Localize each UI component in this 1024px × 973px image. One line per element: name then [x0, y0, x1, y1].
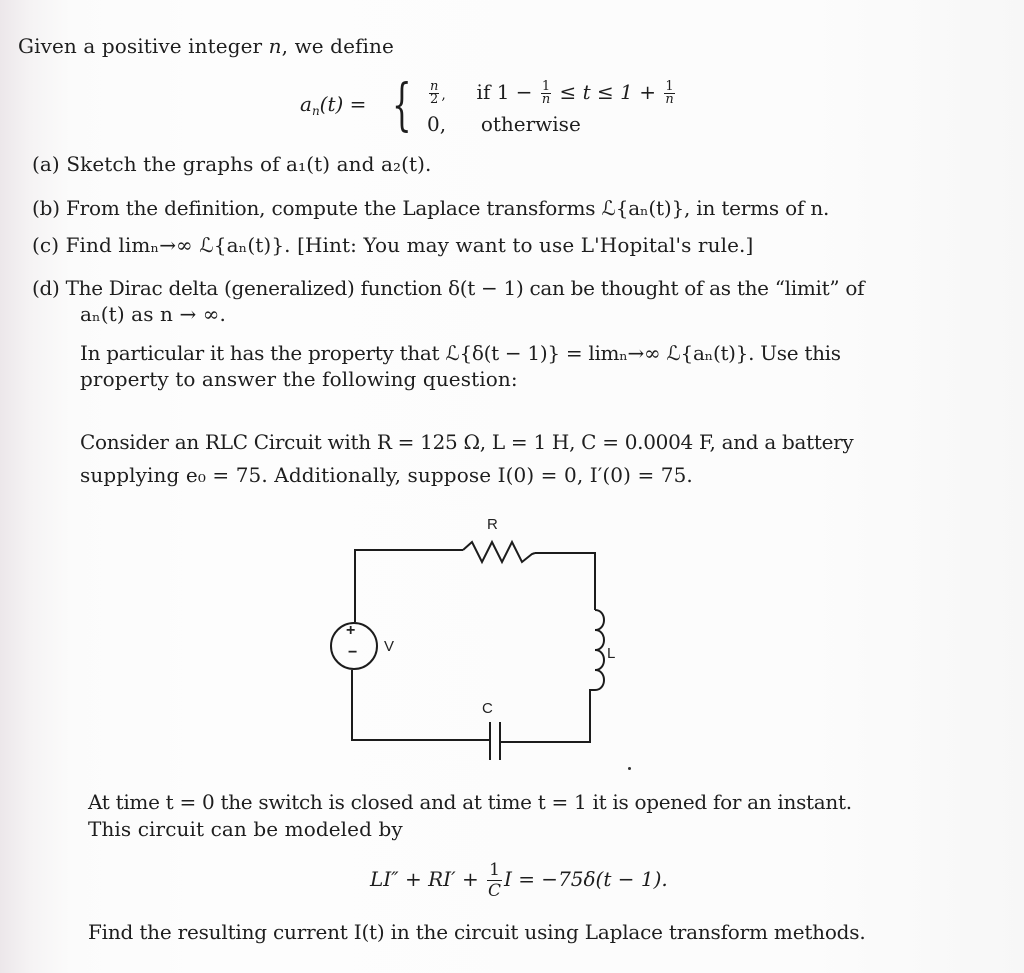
case1-cond-prefix: if 1 −	[476, 80, 533, 104]
cond-frac-1	[541, 81, 551, 106]
part-d-text-1: The Dirac delta (generalized) function δ(t − 1) can be thought of as the “limit” of	[65, 276, 865, 300]
equation-frac-num: 1	[489, 860, 500, 880]
cond-frac-2	[664, 81, 674, 106]
part-a-text: Sketch the graphs of a₁(t) and a₂(t).	[66, 152, 432, 176]
case-2	[427, 112, 581, 136]
equation-lhs: LI″ + RI′ +	[370, 867, 479, 891]
after-circuit-line2: This circuit can be modeled by	[88, 817, 403, 841]
intro-var-n: n	[268, 34, 282, 58]
wire-top-right	[535, 553, 595, 610]
part-b-label: (b)	[32, 196, 60, 220]
differential-equation	[370, 860, 668, 901]
definition-lhs	[300, 92, 366, 118]
final-question: Find the resulting current I(t) in the circuit using Laplace transform methods.	[88, 920, 866, 944]
problem-line2: supplying e₀ = 75. Additionally, suppose I(0) = 0, I′(0) = 75.	[80, 463, 693, 487]
case1-cond-mid: ≤ t ≤ 1 +	[559, 80, 657, 104]
wire-bottom-right	[500, 690, 595, 742]
resistor-icon	[463, 542, 535, 562]
part-c-label: (c)	[32, 233, 60, 257]
circuit-svg	[320, 510, 640, 770]
label-r: R	[487, 516, 498, 533]
case2-value: 0,	[427, 112, 447, 136]
case1-comma: ,	[441, 87, 446, 103]
minus-sign: −	[348, 644, 358, 661]
problem-line1: Consider an RLC Circuit with R = 125 Ω, L = 1 H, C = 0.0004 F, and a battery	[80, 430, 854, 454]
part-b	[32, 196, 829, 220]
intro-prefix: Given a positive integer	[18, 34, 269, 58]
case-1	[427, 80, 677, 106]
part-a	[32, 152, 432, 176]
case1-fraction	[429, 81, 439, 106]
wire-bottom-left	[352, 670, 490, 740]
lhs-arg: (t) =	[319, 92, 367, 116]
lhs-a: a	[300, 92, 312, 116]
lhs-sub: n	[311, 104, 320, 118]
part-b-text: From the definition, compute the Laplace transforms ℒ{aₙ(t)}, in terms of n.	[65, 196, 830, 220]
part-c-text: Find limₙ→∞ ℒ{aₙ(t)}. [Hint: You may want to use L'Hopital's rule.]	[65, 233, 754, 257]
equation-fraction	[487, 860, 502, 901]
equation-frac-den: C	[488, 881, 502, 901]
intro-text	[18, 34, 394, 58]
case1-num: n	[430, 79, 439, 94]
case1-den: 2	[430, 92, 439, 107]
rlc-circuit-diagram	[320, 510, 640, 770]
label-l: L	[607, 645, 616, 662]
plus-sign: +	[346, 622, 356, 639]
part-d-label: (d)	[32, 276, 60, 300]
cond-frac-2-den: n	[665, 92, 674, 107]
part-d-line1	[32, 276, 864, 300]
cond-frac-1-num: 1	[541, 79, 551, 94]
equation-rhs: I = −75δ(t − 1).	[503, 867, 668, 891]
part-d-line2: aₙ(t) as n → ∞.	[80, 302, 226, 326]
part-a-label: (a)	[32, 152, 60, 176]
case2-cond: otherwise	[480, 112, 581, 136]
inductor-icon	[595, 610, 604, 690]
part-c	[32, 233, 753, 257]
wire-top-left	[355, 550, 463, 622]
label-c: C	[482, 700, 493, 717]
cond-frac-2-num: 1	[665, 79, 674, 94]
after-circuit-line1: At time t = 0 the switch is closed and at time t = 1 it is opened for an instant.	[88, 790, 852, 814]
part-d-line3: In particular it has the property that ℒ{δ(t − 1)} = limₙ→∞ ℒ{aₙ(t)}. Use this	[80, 341, 841, 365]
intro-suffix: , we define	[281, 34, 394, 58]
label-v: V	[384, 638, 395, 655]
stray-dot	[628, 767, 631, 770]
cond-frac-1-den: n	[541, 92, 551, 107]
part-d-line4: property to answer the following question:	[80, 367, 518, 391]
left-brace: {	[392, 73, 412, 138]
